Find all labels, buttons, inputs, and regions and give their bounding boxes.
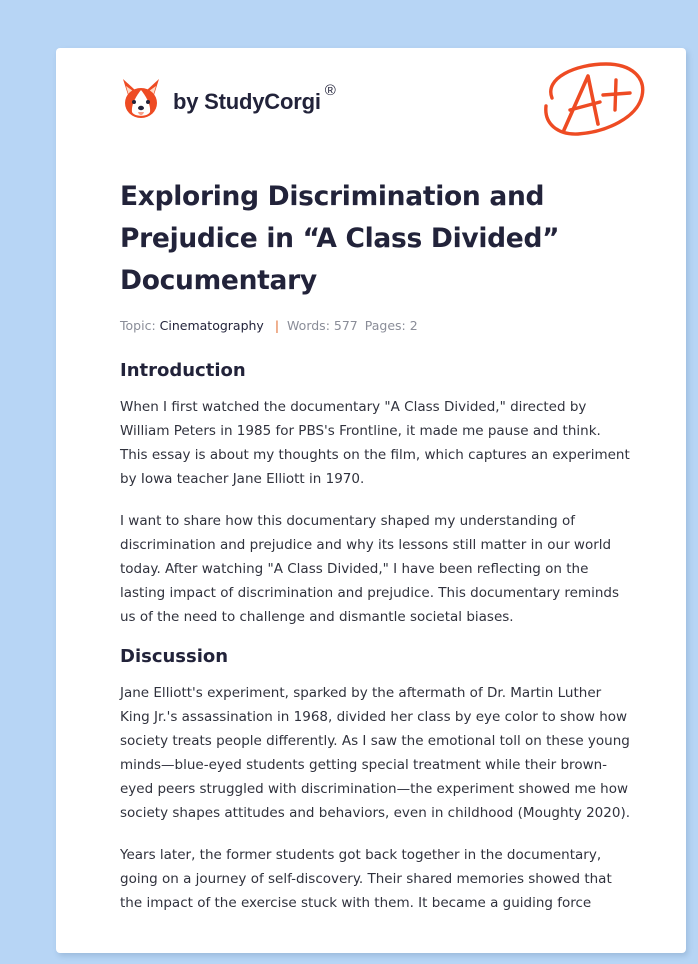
a-plus-badge-icon bbox=[536, 58, 650, 142]
topic-link[interactable]: Cinematography bbox=[159, 318, 264, 333]
paragraph: Jane Elliott's experiment, sparked by the aftermath of Dr. Martin Luther King Jr.'s assassination in 1968, divided her class by eye color to show how society treats people differently. As I saw the emotional toll on these young minds—blue-eyed students getting special treatment while their brown-eyed peers struggled with discrimination—the experiment showed me how society shapes attitudes and behaviors, even in childhood (Moughty 2020). bbox=[120, 685, 631, 821]
corgi-head-icon bbox=[120, 77, 162, 123]
registered-mark: ® bbox=[324, 81, 336, 99]
paragraph: When I first watched the documentary "A Class Divided," directed by William Peters in 1985 for PBS's Frontline, it made me pause and think. This essay is about my thoughts on the film, which captures an experiment by Iowa teacher Jane Elliott in 1970. bbox=[120, 399, 630, 487]
essay-content bbox=[120, 176, 630, 915]
words-label: Words: bbox=[287, 318, 330, 333]
pages-label: Pages: bbox=[364, 318, 406, 333]
paragraph: I want to share how this documentary shaped my understanding of discrimination and prejudice and why its lessons still matter in our world today. After watching "A Class Divided," I have been reflecting on the lasting impact of discrimination and prejudice. This documentary reminds us of the need to challenge and dismantle societal biases. bbox=[120, 513, 619, 625]
pages-value: 2 bbox=[409, 318, 418, 333]
introduction-heading: Introduction bbox=[120, 360, 246, 381]
words-value: 577 bbox=[333, 318, 358, 333]
discussion-heading: Discussion bbox=[120, 646, 229, 667]
essay-meta bbox=[120, 317, 630, 335]
meta-separator: | bbox=[274, 318, 280, 333]
paragraph: Years later, the former students got back together in the documentary, going on a journey of self-discovery. Their shared memories showed that the impact of the exercise stuck with them. It became a guiding force bbox=[120, 847, 612, 911]
brand-name: by StudyCorgi bbox=[173, 89, 321, 114]
essay-title: Exploring Discrimination and Prejudice in “A Class Divided” Documentary bbox=[120, 181, 560, 296]
studycorgi-logo[interactable] bbox=[120, 76, 336, 124]
essay-page bbox=[56, 48, 686, 953]
topic-label: Topic: bbox=[120, 318, 156, 333]
